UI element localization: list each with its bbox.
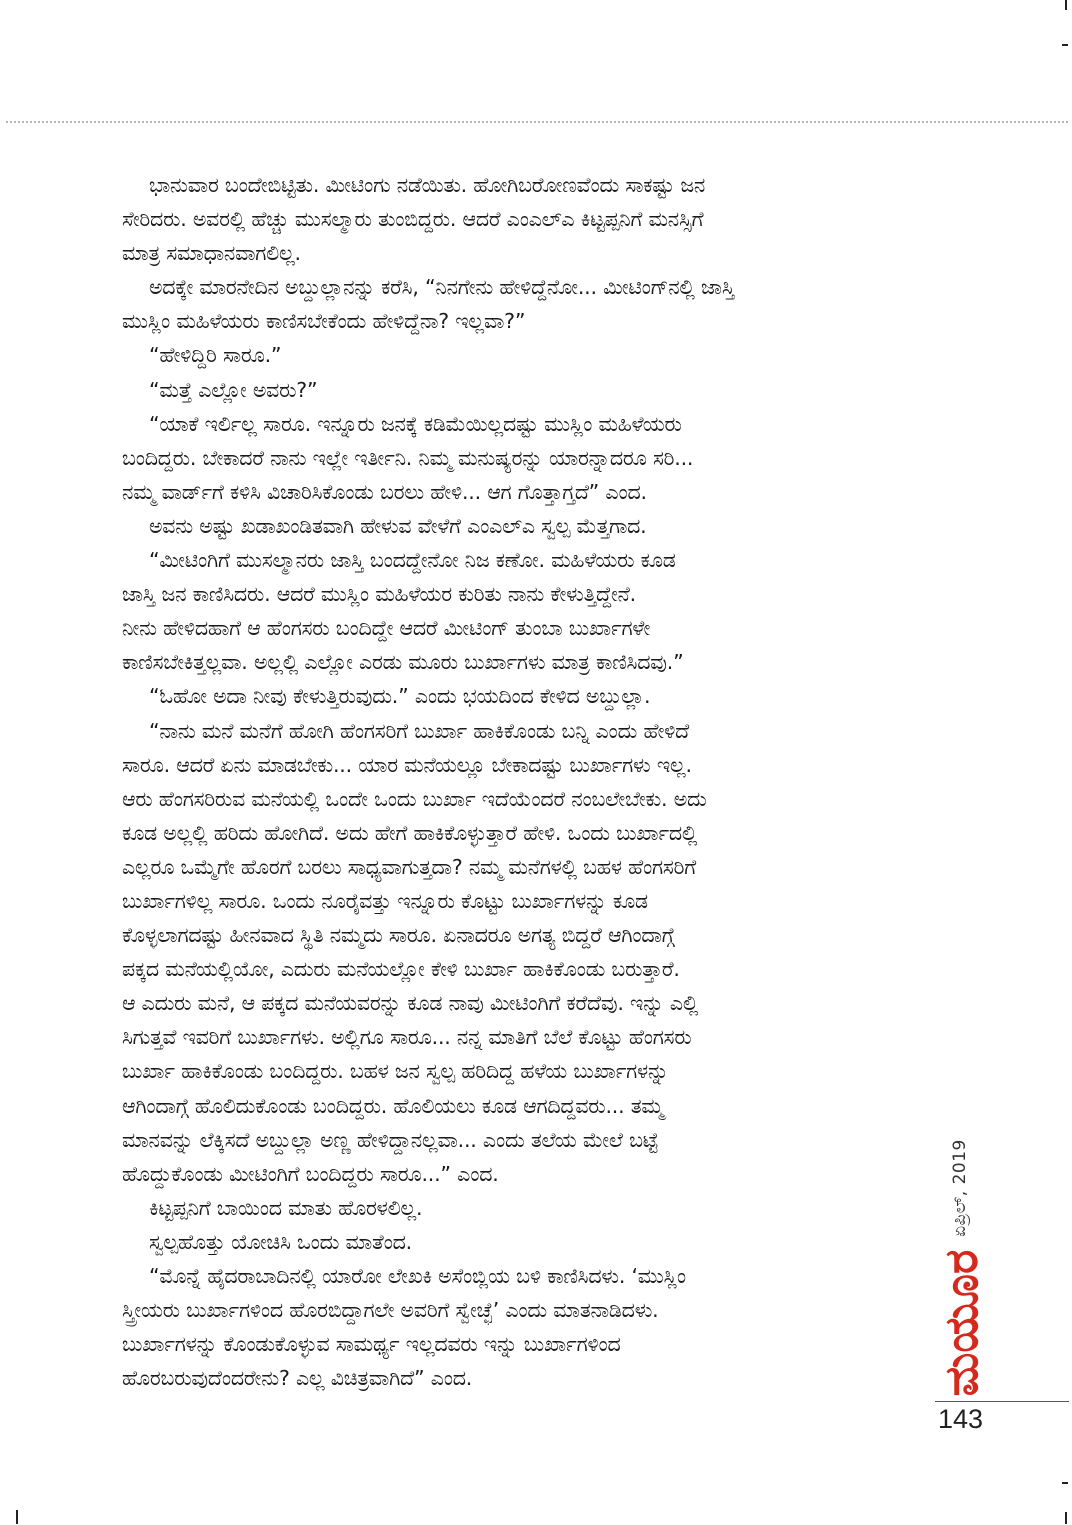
issue-date: ಏಪ್ರಿಲ್, 2019 xyxy=(950,1139,970,1237)
text-line: ಬಂದಿದ್ದರು. ಬೇಕಾದರೆ ನಾನು ಇಲ್ಲೇ ಇರ್ತೀನಿ. ನಿಮ್ಮ ಮನುಷ್ಯರನ್ನು ಯಾರನ್ನಾದರೂ ಸರಿ... xyxy=(122,445,694,470)
crop-mark xyxy=(1062,44,1068,46)
text-line: ಆರು ಹೆಂಗಸರಿರುವ ಮನೆಯಲ್ಲಿ ಒಂದೇ ಒಂದು ಬುರ್ಖಾ ಇದೆಯೆಂದರೆ ನಂಬಲೇಬೇಕು. ಅದು xyxy=(122,786,707,811)
header-dotted-rule xyxy=(6,121,1068,123)
text-line: ಕಿಟ್ಟಪ್ಪನಿಗೆ ಬಾಯಿಂದ ಮಾತು ಹೊರಳಲಿಲ್ಲ. xyxy=(149,1195,423,1220)
text-line: ನೀನು ಹೇಳಿದಹಾಗೆ ಆ ಹೆಂಗಸರು ಬಂದಿದ್ದೇ ಆದರೆ ಮೀಟಿಂಗ್ ತುಂಬಾ ಬುರ್ಖಾಗಳೇ xyxy=(122,616,651,641)
text-line: ಪಕ್ಕದ ಮನೆಯಲ್ಲಿಯೋ, ಎದುರು ಮನೆಯಲ್ಲೋ ಕೇಳಿ ಬುರ್ಖಾ ಹಾಕಿಕೊಂಡು ಬರುತ್ತಾರೆ. xyxy=(122,957,680,982)
text-line: ಸಿಗುತ್ತವೆ ಇವರಿಗೆ ಬುರ್ಖಾಗಳು. ಅಲ್ಲಿಗೂ ಸಾರೂ... ನನ್ನ ಮಾತಿಗೆ ಬೆಲೆ ಕೊಟ್ಟು ಹೆಂಗಸರು xyxy=(122,1025,692,1050)
text-line: ಸ್ವಲ್ಪಹೊತ್ತು ಯೋಚಿಸಿ ಒಂದು ಮಾತೆಂದ. xyxy=(149,1229,412,1254)
text-line: ಅವನು ಅಷ್ಟು ಖಡಾಖಂಡಿತವಾಗಿ ಹೇಳುವ ವೇಳೆಗೆ ಎಂಎಲ್‌ಎ ಸ್ವಲ್ಪ ಮೆತ್ತಗಾದ. xyxy=(149,513,647,538)
text-line: ಸೇರಿದರು. ಅವರಲ್ಲಿ ಹೆಚ್ಚು ಮುಸಲ್ಮಾರು ತುಂಬಿದ್ದರು. ಆದರೆ ಎಂಎಲ್‌ಎ ಕಿಟ್ಟಪ್ಪನಿಗೆ ಮನಸ್ಸಿಗೆ xyxy=(122,207,704,232)
text-line: “ಮೀಟಿಂಗಿಗೆ ಮುಸಲ್ಮಾನರು ಜಾಸ್ತಿ ಬಂದದ್ದೇನೋ ನಿಜ ಕಣೋ. ಮಹಿಳೆಯರು ಕೂಡ xyxy=(149,548,676,573)
crop-mark xyxy=(1065,0,1067,10)
text-line: ಹೊದ್ದುಕೊಂಡು ಮೀಟಿಂಗಿಗೆ ಬಂದಿದ್ದರು ಸಾರೂ...” ಎಂದ. xyxy=(122,1161,499,1186)
text-line: ಬುರ್ಖಾಗಳಿಲ್ಲ ಸಾರೂ. ಒಂದು ನೂರೈವತ್ತು ಇನ್ನೂರು ಕೊಟ್ಟು ಬುರ್ಖಾಗಳನ್ನು ಕೂಡ xyxy=(122,888,648,913)
text-line: ಮಾತ್ರ ಸಮಾಧಾನವಾಗಲಿಲ್ಲ. xyxy=(122,241,301,266)
text-line: “ಮತ್ತೆ ಎಲ್ಲೋ ಅವರು?” xyxy=(149,377,318,402)
text-line: “ಓಹೋ ಅದಾ ನೀವು ಕೇಳುತ್ತಿರುವುದು.” ಎಂದು ಭಯದಿಂದ ಕೇಳಿದ ಅಬ್ದುಲ್ಲಾ. xyxy=(149,684,651,709)
text-line: ಮಾನವನ್ನು ಲೆಕ್ಕಿಸದೆ ಅಬ್ದುಲ್ಲಾ ಅಣ್ಣ ಹೇಳಿದ್ದಾನಲ್ಲವಾ... ಎಂದು ತಲೆಯ ಮೇಲೆ ಬಟ್ಟೆ xyxy=(122,1127,659,1152)
text-line: ಕಾಣಿಸಬೇಕಿತ್ತಲ್ಲವಾ. ಅಲ್ಲಲ್ಲಿ ಎಲ್ಲೋ ಎರಡು ಮೂರು ಬುರ್ಖಾಗಳು ಮಾತ್ರ ಕಾಣಿಸಿದವು.” xyxy=(122,650,684,675)
text-line: “ಹೇಳಿದ್ದಿರಿ ಸಾರೂ.” xyxy=(149,343,282,368)
crop-mark xyxy=(16,1510,18,1524)
text-line: ಬುರ್ಖಾ ಹಾಕಿಕೊಂಡು ಬಂದಿದ್ದರು. ಬಹಳ ಜನ ಸ್ವಲ್ಪ ಹರಿದಿದ್ದ ಹಳೆಯ ಬುರ್ಖಾಗಳನ್ನು xyxy=(122,1059,669,1084)
text-line: ಎಲ್ಲರೂ ಒಮ್ಮೆಗೇ ಹೊರಗೆ ಬರಲು ಸಾಧ್ಯವಾಗುತ್ತದಾ? ನಮ್ಮ ಮನೆಗಳಲ್ಲಿ ಬಹಳ ಹೆಂಗಸರಿಗೆ xyxy=(122,854,696,879)
text-line: “ಯಾಕೆ ಇರ್ಲಿಲ್ಲ ಸಾರೂ. ಇನ್ನೂರು ಜನಕ್ಕೆ ಕಡಿಮೆಯಿಲ್ಲದಷ್ಟು ಮುಸ್ಲಿಂ ಮಹಿಳೆಯರು xyxy=(149,411,682,436)
text-line: ಮುಸ್ಲಿಂ ಮಹಿಳೆಯರು ಕಾಣಿಸಬೇಕೆಂದು ಹೇಳಿದ್ದೆನಾ? ಇಲ್ಲವಾ?” xyxy=(122,309,526,334)
text-line: ಹೊರಬರುವುದೆಂದರೇನು? ಎಲ್ಲ ವಿಚಿತ್ರವಾಗಿದೆ” ಎಂದ. xyxy=(122,1366,473,1391)
text-line: ಭಾನುವಾರ ಬಂದೇಬಿಟ್ಟಿತು. ಮೀಟಿಂಗು ನಡೆಯಿತು. ಹೋಗಿಬರೋಣವೆಂದು ಸಾಕಷ್ಟು ಜನ xyxy=(149,173,706,197)
text-line: “ನಾನು ಮನೆ ಮನೆಗೆ ಹೋಗಿ ಹೆಂಗಸರಿಗೆ ಬುರ್ಖಾ ಹಾಕಿಕೊಂಡು ಬನ್ನಿ ಎಂದು ಹೇಳಿದೆ xyxy=(149,718,690,743)
article-body xyxy=(122,168,902,1395)
text-line: ಬುರ್ಖಾಗಳನ್ನು ಕೊಂಡುಕೊಳ್ಳುವ ಸಾಮರ್ಥ್ಯ ಇಲ್ಲದವರು ಇನ್ನು ಬುರ್ಖಾಗಳಿಂದ xyxy=(122,1332,621,1357)
text-line: ಅದಕ್ಕೇ ಮಾರನೇದಿನ ಅಬ್ದುಲ್ಲಾನನ್ನು ಕರೆಸಿ, “ನಿನಗೇನು ಹೇಳಿದ್ದೆನೋ... ಮೀಟಿಂಗ್‌ನಲ್ಲಿ ಜಾಸ್ತಿ xyxy=(149,275,735,300)
text-line: ನಮ್ಮ ವಾರ್ಡ್‌ಗೆ ಕಳಿಸಿ ವಿಚಾರಿಸಿಕೊಂಡು ಬರಲು ಹೇಳಿ... ಆಗ ಗೊತ್ತಾಗ್ತದೆ” ಎಂದ. xyxy=(122,479,647,504)
crop-mark xyxy=(1062,1482,1068,1484)
text-line: ಸಾರೂ. ಆದರೆ ಏನು ಮಾಡಬೇಕು... ಯಾರ ಮನೆಯಲ್ಲೂ ಬೇಕಾದಷ್ಟು ಬುರ್ಖಾಗಳು ಇಲ್ಲ. xyxy=(122,752,692,777)
text-line: “ಮೊನ್ನೆ ಹೈದರಾಬಾದಿನಲ್ಲಿ ಯಾರೋ ಲೇಖಕಿ ಅಸೆಂಬ್ಲಿಯ ಬಳಿ ಕಾಣಿಸಿದಳು. ‘ಮುಸ್ಲಿಂ xyxy=(149,1264,686,1288)
text-line: ಆ ಎದುರು ಮನೆ, ಆ ಪಕ್ಕದ ಮನೆಯವರನ್ನು ಕೂಡ ನಾವು ಮೀಟಿಂಗಿಗೆ ಕರೆದೆವು. ಇನ್ನು ಎಲ್ಲಿ xyxy=(122,991,699,1016)
text-line: ಕೂಡ ಅಲ್ಲಲ್ಲಿ ಹರಿದು ಹೋಗಿದೆ. ಅದು ಹೇಗೆ ಹಾಕಿಕೊಳ್ಳುತ್ತಾರೆ ಹೇಳಿ. ಒಂದು ಬುರ್ಖಾದಲ್ಲಿ xyxy=(122,820,698,845)
magazine-logo: ಮಯೂರ xyxy=(934,1249,988,1397)
page-number-rule xyxy=(935,1401,1069,1402)
text-line: ಸ್ತ್ರೀಯರು ಬುರ್ಖಾಗಳಿಂದ ಹೊರಬಿದ್ದಾಗಲೇ ಅವರಿಗೆ ಸ್ವೇಚ್ಛೆ’ ಎಂದು ಮಾತನಾಡಿದಳು. xyxy=(122,1298,659,1323)
text-line: ಜಾಸ್ತಿ ಜನ ಕಾಣಿಸಿದರು. ಆದರೆ ಮುಸ್ಲಿಂ ಮಹಿಳೆಯರ ಕುರಿತು ನಾನು ಕೇಳುತ್ತಿದ್ದೇನೆ. xyxy=(122,582,636,607)
text-line: ಕೊಳ್ಳಲಾಗದಷ್ಟು ಹೀನವಾದ ಸ್ಥಿತಿ ನಮ್ಮದು ಸಾರೂ. ಏನಾದರೂ ಅಗತ್ಯ ಬಿದ್ದರೆ ಆಗಿಂದಾಗ್ಗೆ xyxy=(122,923,675,948)
text-line: ಆಗಿಂದಾಗ್ಗೆ ಹೊಲಿದುಕೊಂಡು ಬಂದಿದ್ದರು. ಹೊಲಿಯಲು ಕೂಡ ಆಗದಿದ್ದವರು... ತಮ್ಮ xyxy=(122,1093,664,1118)
page-number: 143 xyxy=(938,1404,984,1434)
crop-mark xyxy=(1065,1512,1067,1524)
